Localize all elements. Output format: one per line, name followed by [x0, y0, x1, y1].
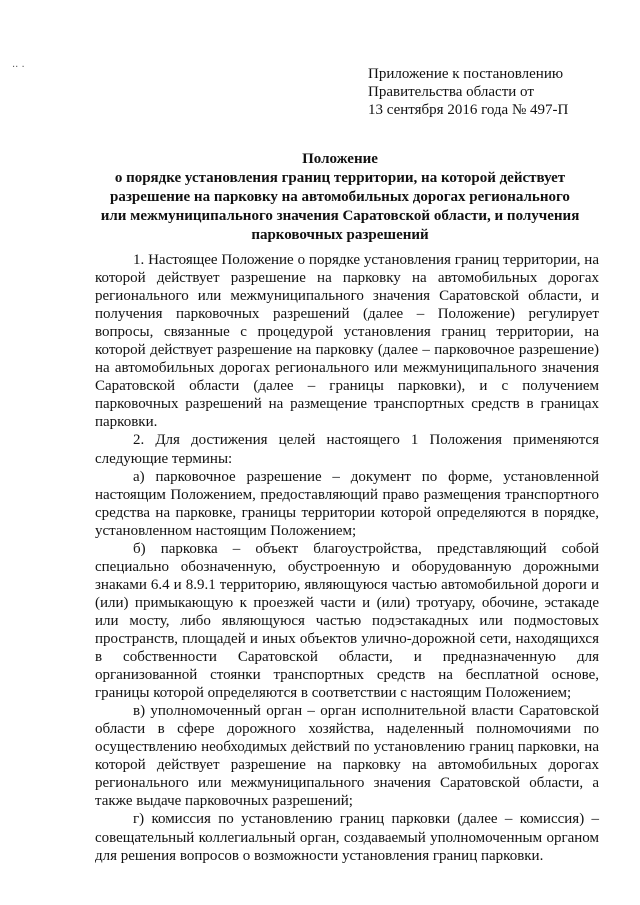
title-line-4: или межмуниципального значения Саратовской области, и получения — [100, 208, 580, 224]
appendix-line-3: 13 сентября 2016 года № 497-П — [368, 102, 569, 118]
title-line-5: парковочных разрешений — [251, 227, 429, 243]
document-title — [40, 150, 640, 245]
scan-mark: ·· · — [12, 62, 25, 73]
title-line-1: Положение — [302, 151, 378, 167]
appendix-line-2: Правительства области от — [368, 84, 534, 100]
appendix-header — [368, 65, 568, 119]
document-body — [95, 251, 599, 865]
title-line-2: о порядке установления границ территории, на которой действует — [114, 170, 566, 186]
paragraph-2g: г) комиссия по установлению границ парковки (далее – комиссия) – совещательный коллегиальный орган, создаваемый уполномоченным органом для решения вопросов о возможности установления границ парковки. — [95, 811, 599, 864]
paragraph-1: 1. Настоящее Положение о порядке установления границ территории, на которой действует разрешение на парковку на автомобильных дорогах регионального или межмуниципального значения Саратовской области, и получения парковочных разрешений (далее – Положение) регулирует вопросы, связанные с процедурой установления границ территории, на которой действует разрешение на парковку (далее – парковочное разрешение) на автомобильных дорогах регионального или межмуниципального значения Саратовской области (далее – границы парковки), и с получением парковочных разрешений на размещение транспортных средств в границах парковки. — [95, 252, 599, 431]
title-line-3: разрешение на парковку на автомобильных дорогах регионального — [110, 189, 570, 205]
paragraph-2a: а) парковочное разрешение – документ по форме, установленной настоящим Положением, предоставляющий право размещения транспортного средства на парковке, границы территории которой определяются в порядке, установленном настоящим Положением; — [95, 468, 599, 539]
paragraph-2: 2. Для достижения целей настоящего 1 Положения применяются следующие термины: — [95, 432, 599, 467]
paragraph-2b: б) парковка – объект благоустройства, представляющий собой специально обозначенную, обустроенную и оборудованную дорожными знаками 6.4 и 8.9.1 территорию, являющуюся частью автомобильной дороги и (или) примыкающую к проезжей части и (или) тротуару, обочине, эстакаде или мосту, либо являющуюся частью подэстакадных или подмостовых пространств, площадей и иных объектов улично-дорожной сети, находящихся в собственности Саратовской области, и предназначенную для организованной стоянки транспортных средств на бесплатной основе, границы которой определяются в соответствии с настоящим Положением; — [95, 540, 599, 702]
appendix-line-1: Приложение к постановлению — [368, 66, 564, 82]
paragraph-2v: в) уполномоченный орган – орган исполнительной власти Саратовской области в сфере дорожного хозяйства, наделенный полномочиями по осуществлению необходимых действий по установлению границ парковки, на которой действует разрешение на парковку на автомобильных дорогах регионального или межмуниципального значения Саратовской области, а также выдаче парковочных разрешений; — [95, 703, 599, 810]
